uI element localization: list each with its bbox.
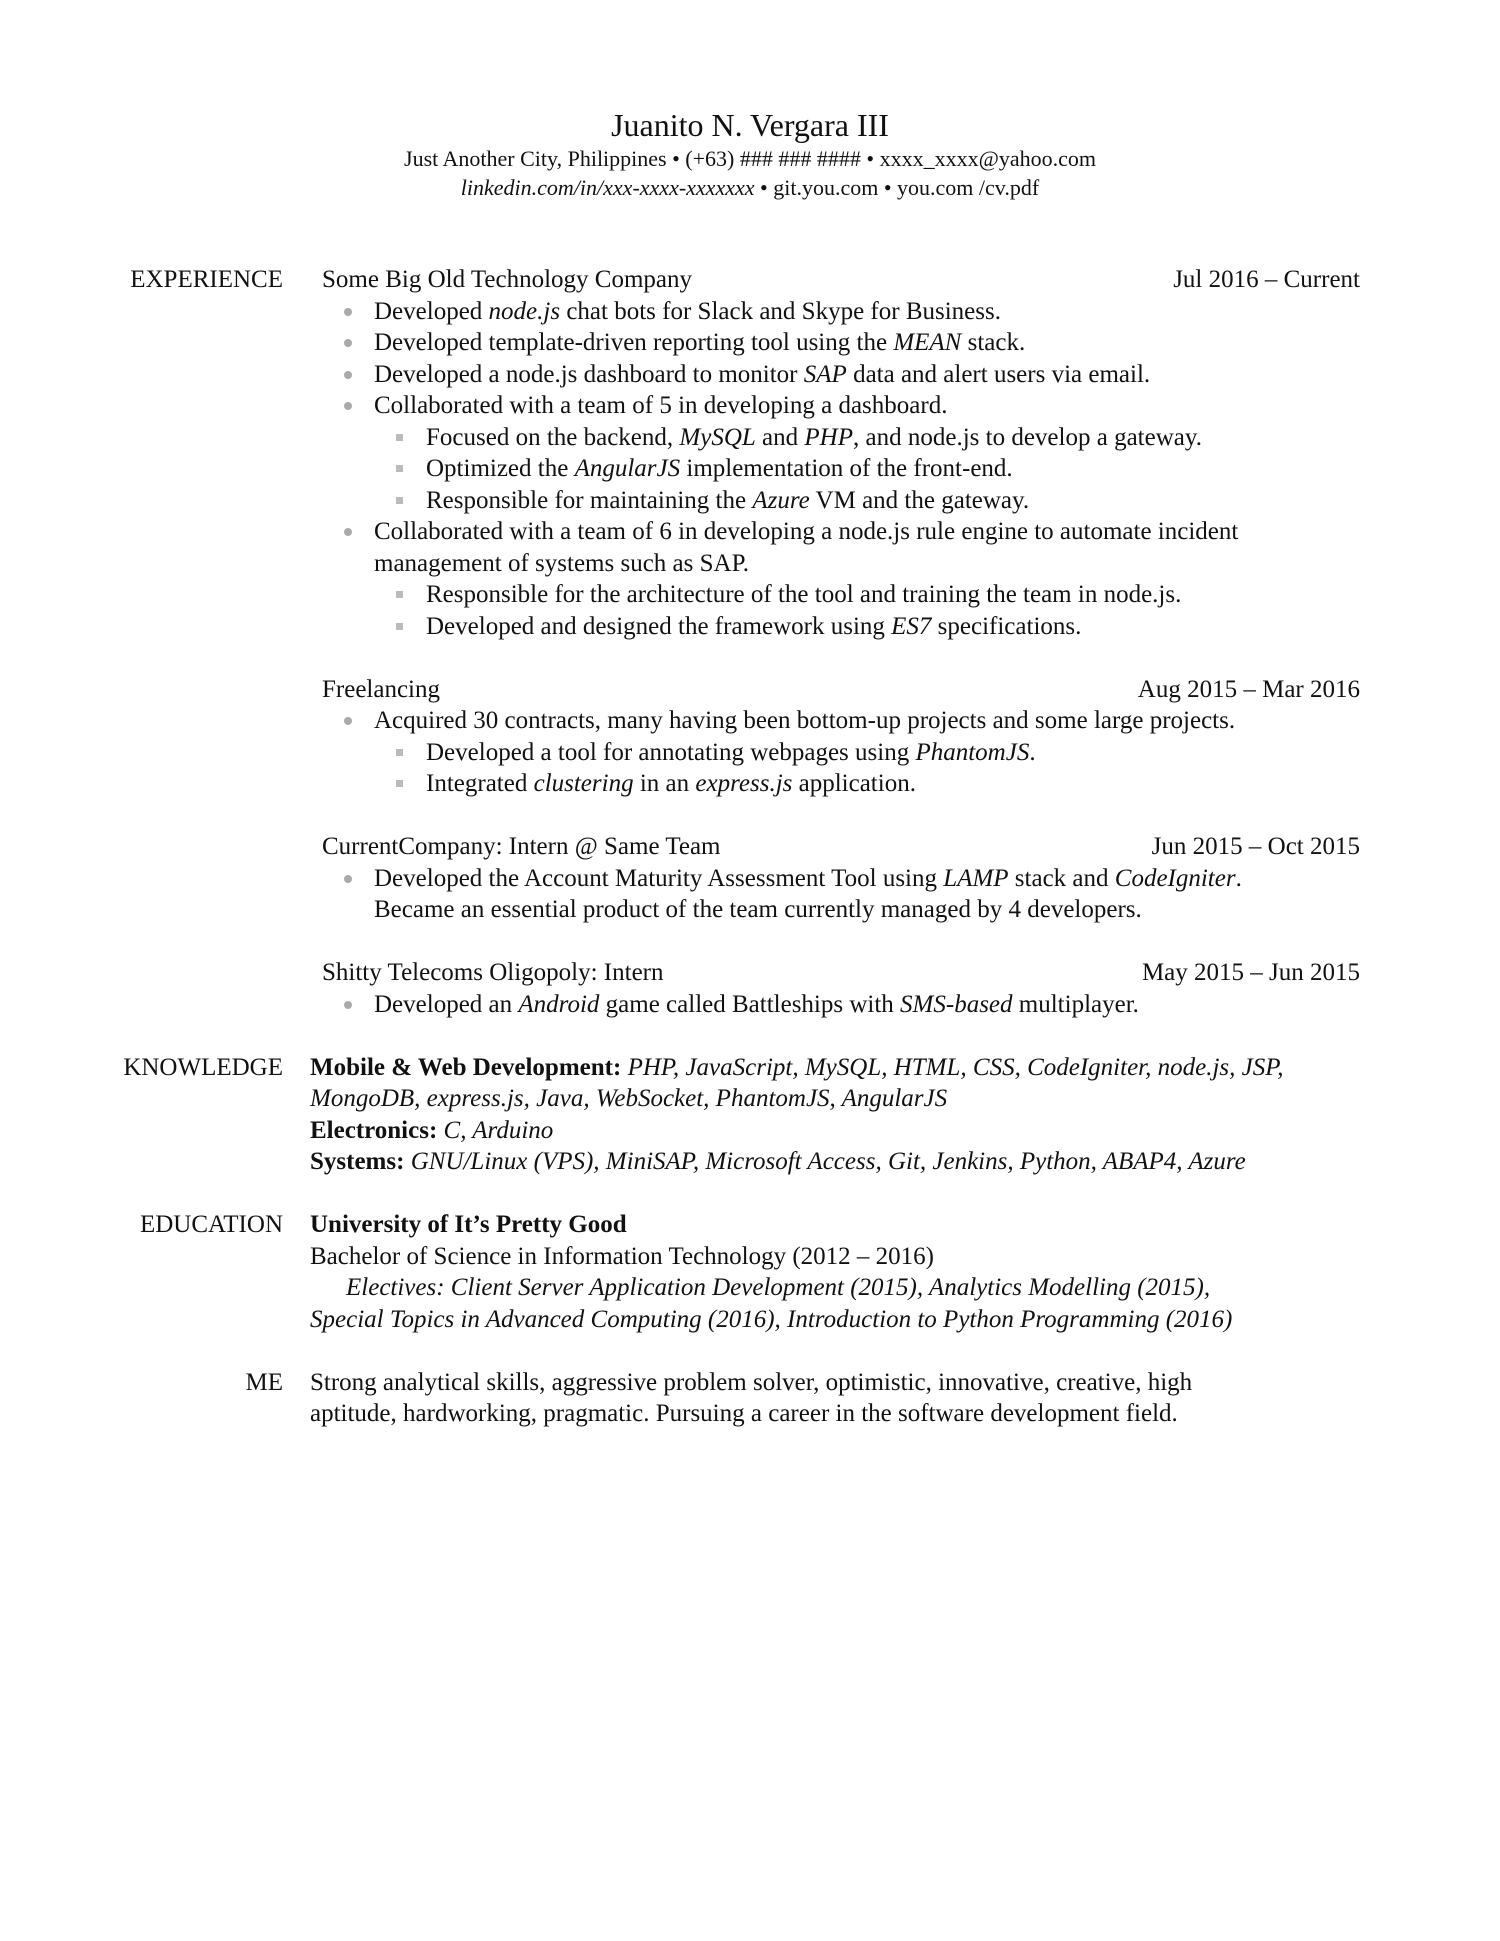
job-header [322, 957, 1360, 989]
text-segment: Responsible for maintaining the [426, 486, 753, 514]
company-name: Freelancing [322, 675, 441, 703]
knowledge-row [310, 1052, 1360, 1115]
italic-segment: CodeIgniter [1114, 864, 1236, 892]
text-segment: Collaborated with a team of 6 in developing a node.js rule engine to automate incident [374, 518, 1239, 545]
bullet-item [322, 863, 1360, 926]
candidate-name: Juanito N. Vergara III [611, 107, 889, 143]
knowledge-list [310, 1052, 1360, 1178]
other-links[interactable]: • git.you.com • you.com /cv.pdf [754, 175, 1040, 200]
job-header [322, 831, 1360, 863]
text-segment: Developed [374, 297, 489, 325]
section-label-me: ME [245, 1368, 283, 1396]
italic-segment: PHP [804, 423, 854, 451]
company-name: Shitty Telecoms Oligopoly: Intern [322, 959, 664, 986]
text-segment: implementation of the front-end. [680, 455, 1013, 482]
text-segment: application. [792, 770, 916, 797]
electives-line: Electives: Client Server Application Development (2015), Analytics Modelling (2015), [346, 1274, 1211, 1301]
italic-segment: GNU/Linux (VPS), MiniSAP, Microsoft Access, Git, Jenkins, Python, ABAP4, Azure [404, 1148, 1246, 1175]
bullet-item [322, 989, 1360, 1021]
me-body [310, 1367, 1360, 1430]
knowledge-label: Mobile & Web Development: [310, 1053, 622, 1081]
bullet-item [322, 359, 1360, 391]
text-segment: Developed the Account Maturity Assessment Tool using [374, 864, 944, 892]
sub-bullet-item [322, 768, 1360, 800]
bullet-item [322, 516, 1360, 579]
electives-line: Special Topics in Advanced Computing (2016), Introduction to Python Programming (2016) [310, 1305, 1233, 1333]
job-entry [322, 957, 1360, 1020]
text-segment: specifications. [931, 612, 1082, 640]
text-segment: data and alert users via email. [846, 360, 1151, 388]
italic-segment: Azure [752, 486, 810, 514]
text-segment: Optimized the [426, 455, 575, 482]
education-section [0, 1209, 1500, 1335]
job-dates: Jul 2016 – Current [1173, 266, 1360, 293]
text-segment: and [755, 423, 805, 451]
job-entry [322, 831, 1360, 926]
text-segment: game called Battleships with [599, 990, 901, 1018]
text-segment: stack and [1008, 864, 1115, 892]
sub-bullet-item [322, 422, 1360, 454]
me-section [0, 1367, 1500, 1430]
text-segment: management of systems such as SAP. [374, 549, 749, 577]
knowledge-row [310, 1146, 1360, 1178]
job-dates: Jun 2015 – Oct 2015 [1151, 833, 1360, 860]
text-segment: Developed and designed the framework using [426, 612, 892, 640]
bullet-item [322, 327, 1360, 359]
job-dates: Aug 2015 – Mar 2016 [1137, 675, 1360, 703]
company-name: Some Big Old Technology Company [322, 266, 692, 293]
italic-segment: ES7 [891, 612, 932, 640]
text-segment: Responsible for the architecture of the tool and training the team in node.js. [426, 581, 1182, 608]
text-segment: Acquired 30 contracts, many having been bottom-up projects and some large projects. [374, 707, 1236, 734]
text-segment: . [1029, 738, 1036, 766]
italic-segment: MongoDB, express.js, Java, WebSocket, PhantomJS, AngularJS [310, 1085, 948, 1112]
text-segment: Developed an [374, 990, 519, 1018]
degree: Bachelor of Science in Information Technology (2012 – 2016) [310, 1242, 935, 1270]
text-segment: Collaborated with a team of 5 in developing a dashboard. [374, 392, 948, 419]
text-segment: Became an essential product of the team currently managed by 4 developers. [374, 896, 1142, 923]
me-text: Strong analytical skills, aggressive problem solver, optimistic, innovative, creative, high [310, 1368, 1193, 1396]
italic-segment: node.js [488, 297, 561, 325]
text-segment: VM and the gateway. [809, 486, 1030, 514]
italic-segment: SAP [803, 360, 847, 388]
italic-segment: clustering [533, 770, 634, 797]
linkedin-link[interactable]: linkedin.com/in/xxx-xxxx-xxxxxxx [460, 175, 755, 200]
bullet-item [322, 296, 1360, 328]
job-entry [322, 674, 1360, 800]
italic-segment: LAMP [943, 864, 1009, 892]
italic-segment: MySQL [679, 423, 756, 451]
job-header [322, 674, 1360, 706]
knowledge-label: Systems: [310, 1148, 405, 1175]
resume-body [0, 264, 1500, 1461]
school-name: University of It’s Pretty Good [310, 1211, 627, 1238]
section-label-knowledge: KNOWLEDGE [123, 1053, 283, 1081]
job-header [322, 264, 1360, 296]
italic-segment: MEAN [893, 329, 962, 356]
text-segment: Integrated [426, 770, 534, 797]
bullet-item [322, 390, 1360, 422]
italic-segment: C, Arduino [437, 1116, 554, 1144]
sub-bullet-item [322, 737, 1360, 769]
text-segment: Focused on the backend, [426, 423, 680, 451]
text-segment: Developed a tool for annotating webpages using [426, 738, 916, 766]
contact-line-2 [0, 173, 1500, 202]
text-segment: Developed a node.js dashboard to monitor [374, 360, 804, 388]
knowledge-label: Electronics: [310, 1116, 438, 1144]
text-segment: Developed template-driven reporting tool using the [374, 329, 894, 356]
job-dates: May 2015 – Jun 2015 [1141, 959, 1360, 986]
sub-bullet-item [322, 611, 1360, 643]
job-entry [322, 264, 1360, 642]
experience-list [322, 264, 1360, 1020]
company-name: CurrentCompany: Intern @ Same Team [322, 833, 721, 860]
text-segment: stack. [961, 329, 1026, 356]
italic-segment: PhantomJS [915, 738, 1030, 766]
knowledge-section [0, 1052, 1500, 1178]
resume-header [0, 106, 1500, 202]
italic-segment: express.js [695, 770, 793, 797]
knowledge-row [310, 1115, 1360, 1147]
text-segment: . [1235, 864, 1242, 892]
bullet-item [322, 705, 1360, 737]
italic-segment: PHP, JavaScript, MySQL, HTML, CSS, CodeIgniter, node.js, JSP, [621, 1053, 1284, 1081]
text-segment: chat bots for Slack and Skype for Business. [560, 297, 1001, 325]
sub-bullet-item [322, 485, 1360, 517]
section-label-experience: EXPERIENCE [130, 266, 283, 293]
italic-segment: AngularJS [574, 455, 681, 482]
italic-segment: Android [518, 990, 600, 1018]
education-body [310, 1209, 1360, 1335]
me-text: aptitude, hardworking, pragmatic. Pursuing a career in the software development field. [310, 1400, 1178, 1427]
sub-bullet-item [322, 453, 1360, 485]
text-segment: , and node.js to develop a gateway. [853, 423, 1202, 451]
text-segment: multiplayer. [1012, 990, 1139, 1018]
experience-section [0, 264, 1500, 1020]
section-label-education: EDUCATION [139, 1211, 283, 1238]
sub-bullet-item [322, 579, 1360, 611]
italic-segment: SMS-based [900, 990, 1013, 1018]
contact-line-1: Just Another City, Philippines • (+63) ### ### #### • xxxx_xxxx@yahoo.com [404, 146, 1096, 171]
text-segment: in an [633, 770, 696, 797]
